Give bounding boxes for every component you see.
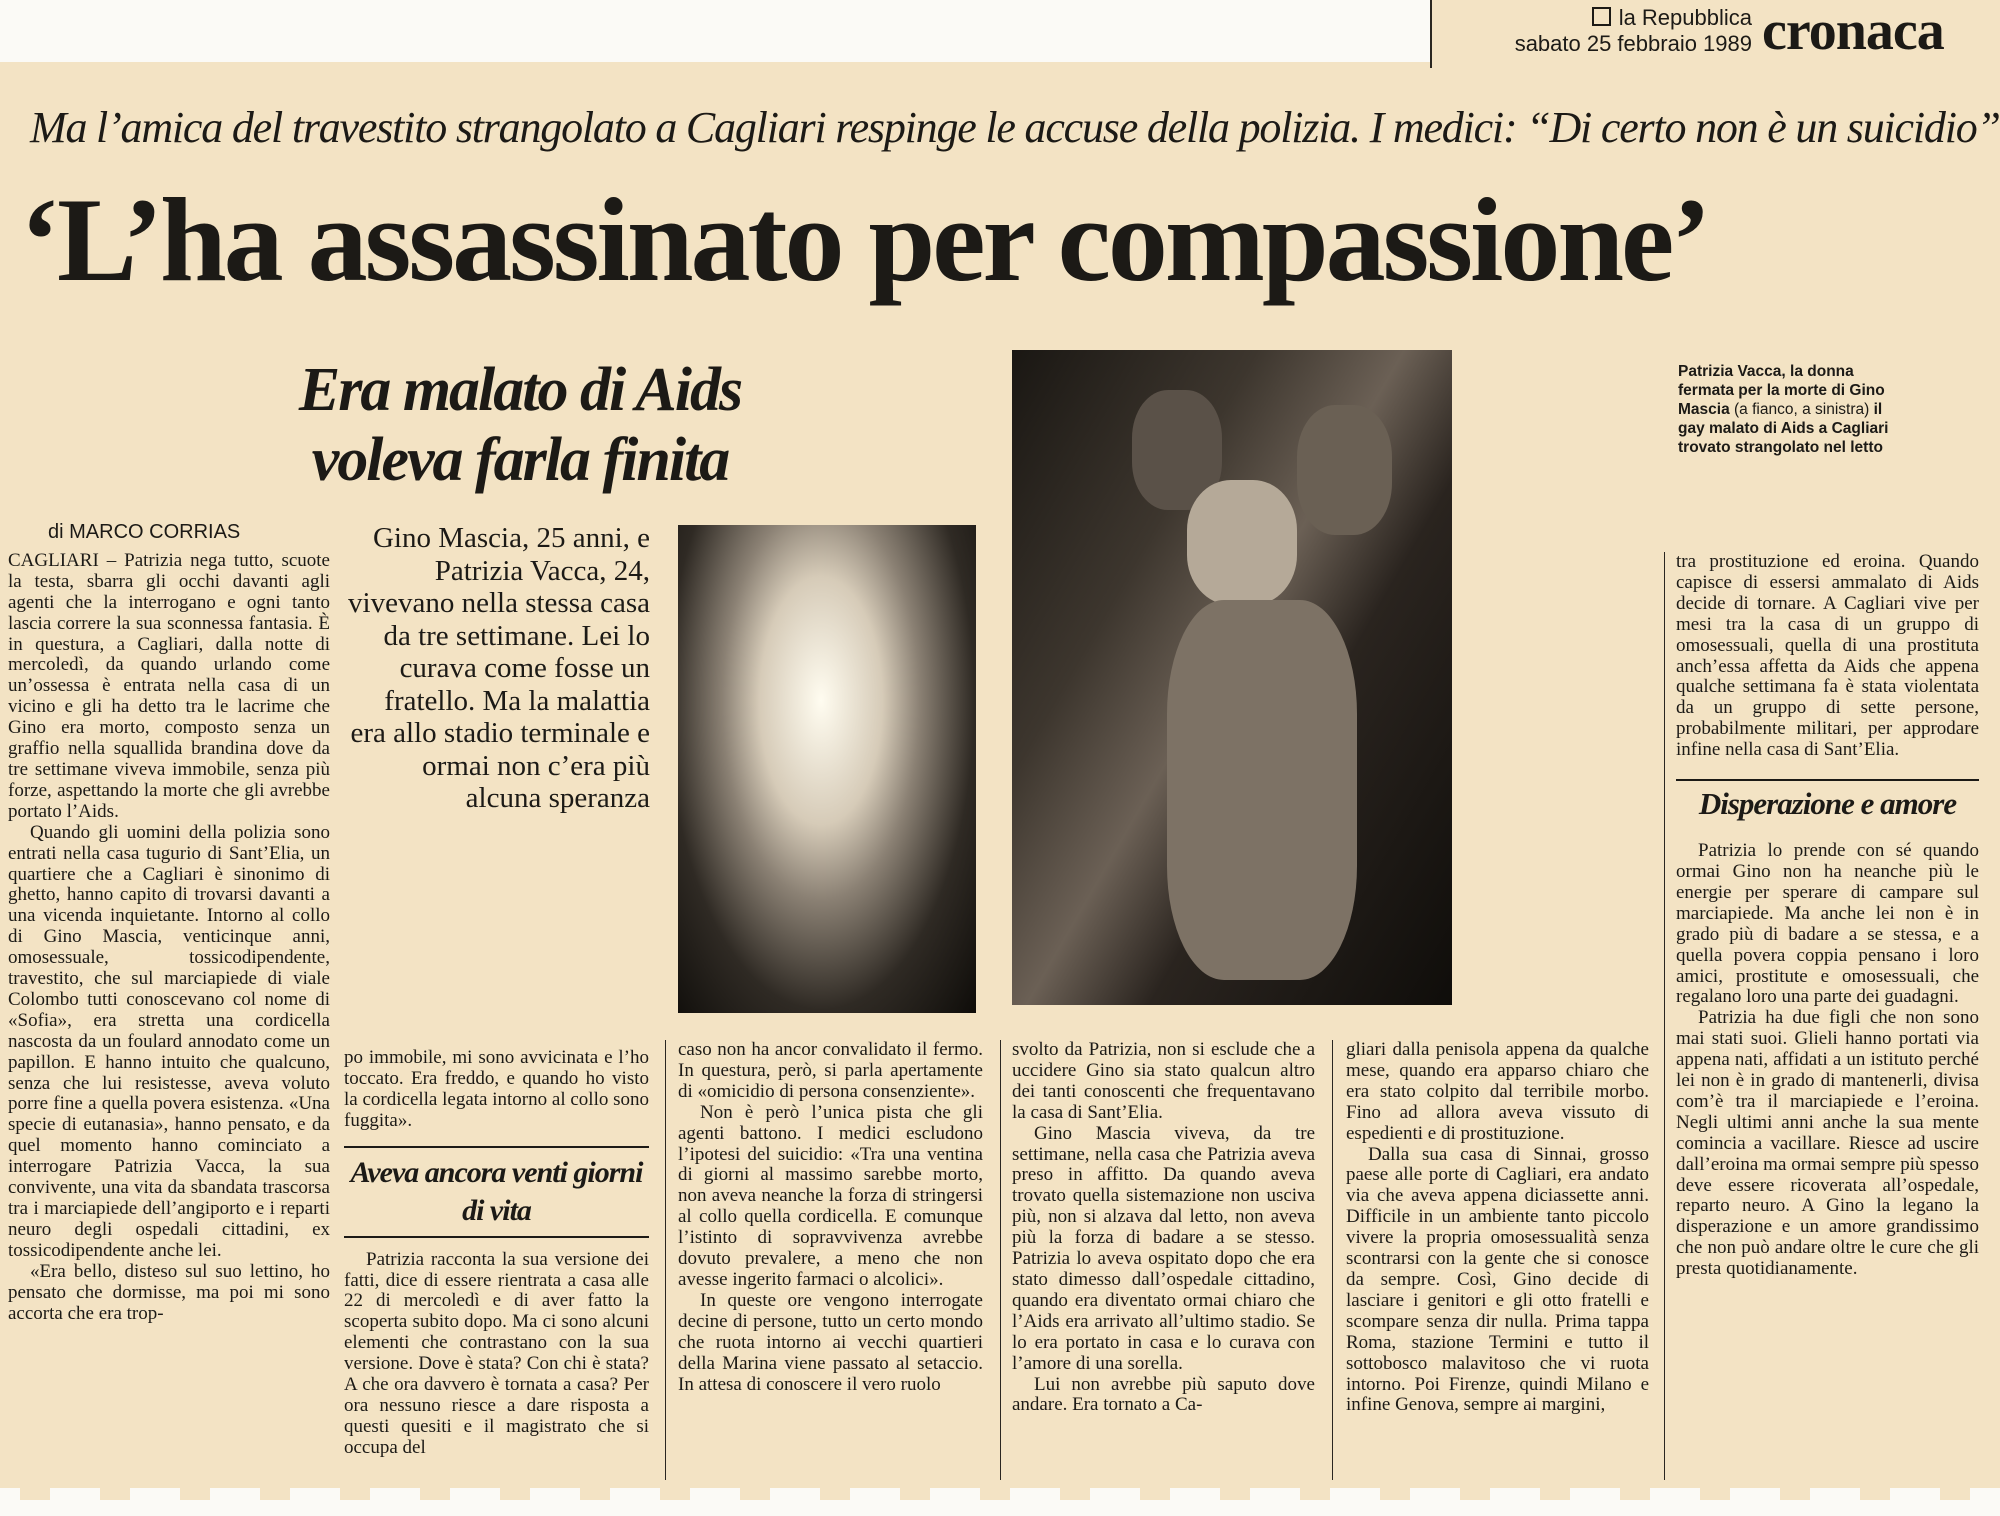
caption-bold-2: il gay malato di Aids a Cagliari trovato strangolato nel letto xyxy=(1678,401,1889,456)
masthead-source xyxy=(1472,6,1752,30)
paragraph: «Era bello, disteso sul suo lettino, ho pensato che dormisse, ma poi mi sono accorta che era trop- xyxy=(8,1260,330,1324)
article-column-3 xyxy=(678,1040,983,1395)
paragraph: svolto da Patrizia, non si esclude che a uccidere Gino sia stato qualcun altro dei tanti conoscenti che frequentavano la casa di Sant’Elia. xyxy=(1012,1039,1315,1123)
paragraph: tra prostituzione ed eroina. Quando capisce di essersi ammalato di Aids decide di tornare. A Cagliari vive per mesi tra la casa di un gruppo di omosessuali, quella di una prostituta anch’essa affetta da Aids che appena qualche settimana fa è stata violentata da un gruppo di sette persone, probabilmente militari, per approdare infine nella casa di Sant’Elia. xyxy=(1676,551,1979,761)
paragraph: Patrizia ha due figli che non sono mai stati suoi. Glieli hanno portati via appena nati, affidati a un istituto perché lei non è in grado di mantenerli, divisa com’è tra il marciapiede e l’eroina. Negli ultimi anni anche la sua mente comincia a vacillare. Riesce ad uscire dall’eroina ma ormai sempre più spesso deve essere ricoverata all’ospedale, reparto neuro. A Gino la legano la disperazione e un amore grandissimo che non può andare oltre le cure che gli presta quotidianamente. xyxy=(1676,1007,1979,1280)
paragraph: In queste ore vengono interrogate decine di persone, tutto un certo mondo che ruota intorno ai vecchi quartieri della Marina viene passato al setaccio. In attesa di conoscere il vero ruolo xyxy=(678,1289,983,1395)
paragraph: CAGLIARI – Patrizia nega tutto, scuote la testa, sbarra gli occhi davanti agli agenti che la interrogano e ogni tanto lascia correre la sua sconnessa fantasia. È in questura, a Cagliari, dalla notte di mercoledì, da quando urlando come un’ossessa è entrata nella casa di un vicino e gli ha detto tra le lacrime che Gino era morto, composto senza un graffio nella squallida brandina dove da tre settimane viveva immobile, senza più forze, aspettando la morte che gli avrebbe portato l’Aids. xyxy=(8,549,330,822)
photo-figure xyxy=(1187,480,1297,605)
masthead xyxy=(1430,0,2000,68)
portrait-photo xyxy=(678,525,976,1013)
article-column-5 xyxy=(1346,1040,1649,1416)
article-kicker: Ma l’amica del travestito strangolato a Cagliari respinge le accuse della polizia. I medici: “Di certo non è un suicidio” xyxy=(30,103,2000,152)
paragraph: caso non ha ancor convalidato il fermo. In questura, però, si parla apertamente di «omicidio di persona consenziente». xyxy=(678,1039,983,1102)
checkbox-square-icon xyxy=(1592,7,1611,26)
photo-figure xyxy=(1167,600,1357,980)
paragraph: Lui non avrebbe più saputo dove andare. Era tornato a Ca- xyxy=(1012,1373,1315,1416)
paragraph: po immobile, mi sono avvicinata e l’ho toccato. Era freddo, e quando ho visto la cordicella legata intorno al collo sono fuggita». xyxy=(344,1047,649,1131)
paragraph: Patrizia racconta la sua versione dei fatti, dice di essere rientrata a casa alle 22 di mercoledì e di aver fatto la scoperta subito dopo. Ma ci sono alcuni elementi che contrastano con la sua versione. Dove è stata? Con chi è stata? A che ora davvero è tornata a casa? Per ora nessuno riesce a dare risposta a questi quesiti e il magistrato che si occupa del xyxy=(344,1248,649,1458)
column-rule xyxy=(1332,1040,1333,1480)
subheading-box xyxy=(344,1146,649,1238)
photo-caption xyxy=(1678,362,1898,457)
column-rule xyxy=(1000,1040,1001,1480)
caption-bold: Patrizia Vacca, la donna fermata per la morte di Gino Mascia xyxy=(1678,363,1885,418)
article-subhead: Era malato di Aids voleva farla finita xyxy=(298,356,742,494)
subheading-box-2 xyxy=(1676,779,1979,827)
article-headline: ‘L’ha assassinato per compassione’ xyxy=(20,173,1709,306)
column-rule xyxy=(1664,552,1665,1480)
subheading-text: Aveva ancora venti giorni di vita xyxy=(350,1155,643,1227)
group-photo xyxy=(1012,350,1452,1005)
masthead-date: sabato 25 febbraio 1989 xyxy=(1514,31,1752,56)
subheading-text-2: Disperazione e amore xyxy=(1698,786,1957,822)
article-column-2 xyxy=(344,1048,649,1459)
perforated-edge xyxy=(0,1488,2000,1516)
photo-figure xyxy=(1297,405,1392,535)
paragraph: Quando gli uomini della polizia sono entrati nella casa tugurio di Sant’Elia, un quartiere che a Cagliari è sinonimo di ghetto, hanno capito di trovarsi davanti a una vicenda inquietante. Intorno al collo di Gino Mascia, venticinque anni, omosessuale, tossicodipendente, travestito, che sul marciapiede di viale Colombo tutti conoscevano col nome di «Sofia», era stretta una cordicella nascosta da un foulard annodato come un papillon. E hanno intuito che qualcuno, senza che lui resistesse, aveva voluto porre fine a quella povera esistenza. «Una specie di eutanasia», hanno pensato, e da quel momento hanno cominciato a interrogare Patrizia Vacca, la sua convivente, una vita da sbandata trascorsa tra i marciapiede dell’angiporto e i reparti neuro degli ospedali cittadini, ex tossicodipendente anche lei. xyxy=(8,821,330,1261)
paragraph: Gino Mascia viveva, da tre settimane, nella casa che Patrizia aveva preso in affitto. Da quando aveva trovato quella sistemazione non usciva più, non si alzava dal letto, non aveva più la forza di badare a se stesso. Patrizia lo aveva ospitato dopo che era stato dimesso dall’ospedale cittadino, quando era diventato ormai chiaro che l’Aids era arrivato all’ultimo stadio. Se lo era portato in casa e lo curava con l’amore di una sorella. xyxy=(1012,1122,1315,1374)
masthead-section: cronaca xyxy=(1762,0,1944,62)
byline: di MARCO CORRIAS xyxy=(48,521,241,543)
paragraph: Patrizia lo prende con sé quando ormai Gino non ha neanche più le energie per sperare di campare sul marciapiede. Ma anche lei non è in grado più di badare a se stessa, e a quella povera coppia pensano i loro amici, prostitute e omosessuali, che regalano loro una parte dei guadagni. xyxy=(1676,840,1979,1008)
article-column-6 xyxy=(1676,552,1979,1280)
article-lede: Gino Mascia, 25 anni, e Patrizia Vacca, 24, vivevano nella stessa casa da tre settimane. Lei lo curava come fosse un fratello. Ma la malattia era allo stadio terminale e ormai non c’era più alcuna speranza xyxy=(348,522,650,814)
article-column-1 xyxy=(8,522,330,1324)
article-column-4 xyxy=(1012,1040,1315,1416)
paragraph: Non è però l’unica pista che gli agenti battono. I medici escludono l’ipotesi del suicidio: «Tra una ventina di giorni al massimo sarebbe morto, non aveva neanche la forza di stringersi al collo quella cordicella. E comunque l’istinto di sopravvivenza avrebbe dovuto prevalere, a meno che non avesse ingerito farmaci o alcolici». xyxy=(678,1101,983,1290)
paragraph: Dalla sua casa di Sinnai, grosso paese alle porte di Cagliari, era andato via che aveva appena diciassette anni. Difficile in un ambiente tanto piccolo vivere la propria omosessualità senza scontrarsi con la gente che si conosce da sempre. Così, Gino decide di lasciare i genitori e gli otto fratelli e scompare senza dir nulla. Prima tappa Roma, stazione Termini e tutto il sottobosco malavitoso che vi ruota intorno. Poi Firenze, quindi Milano e infine Genova, sempre ai margini, xyxy=(1346,1143,1649,1416)
paragraph: gliari dalla penisola appena da qualche mese, quando era apparso chiaro che era stato colpito dal terribile morbo. Fino ad allora aveva vissuto di espedienti e di prostituzione. xyxy=(1346,1039,1649,1144)
masthead-source-label: la Repubblica xyxy=(1618,5,1752,30)
caption-normal: (a fianco, a sinistra) xyxy=(1729,401,1874,418)
column-rule xyxy=(665,1040,666,1480)
